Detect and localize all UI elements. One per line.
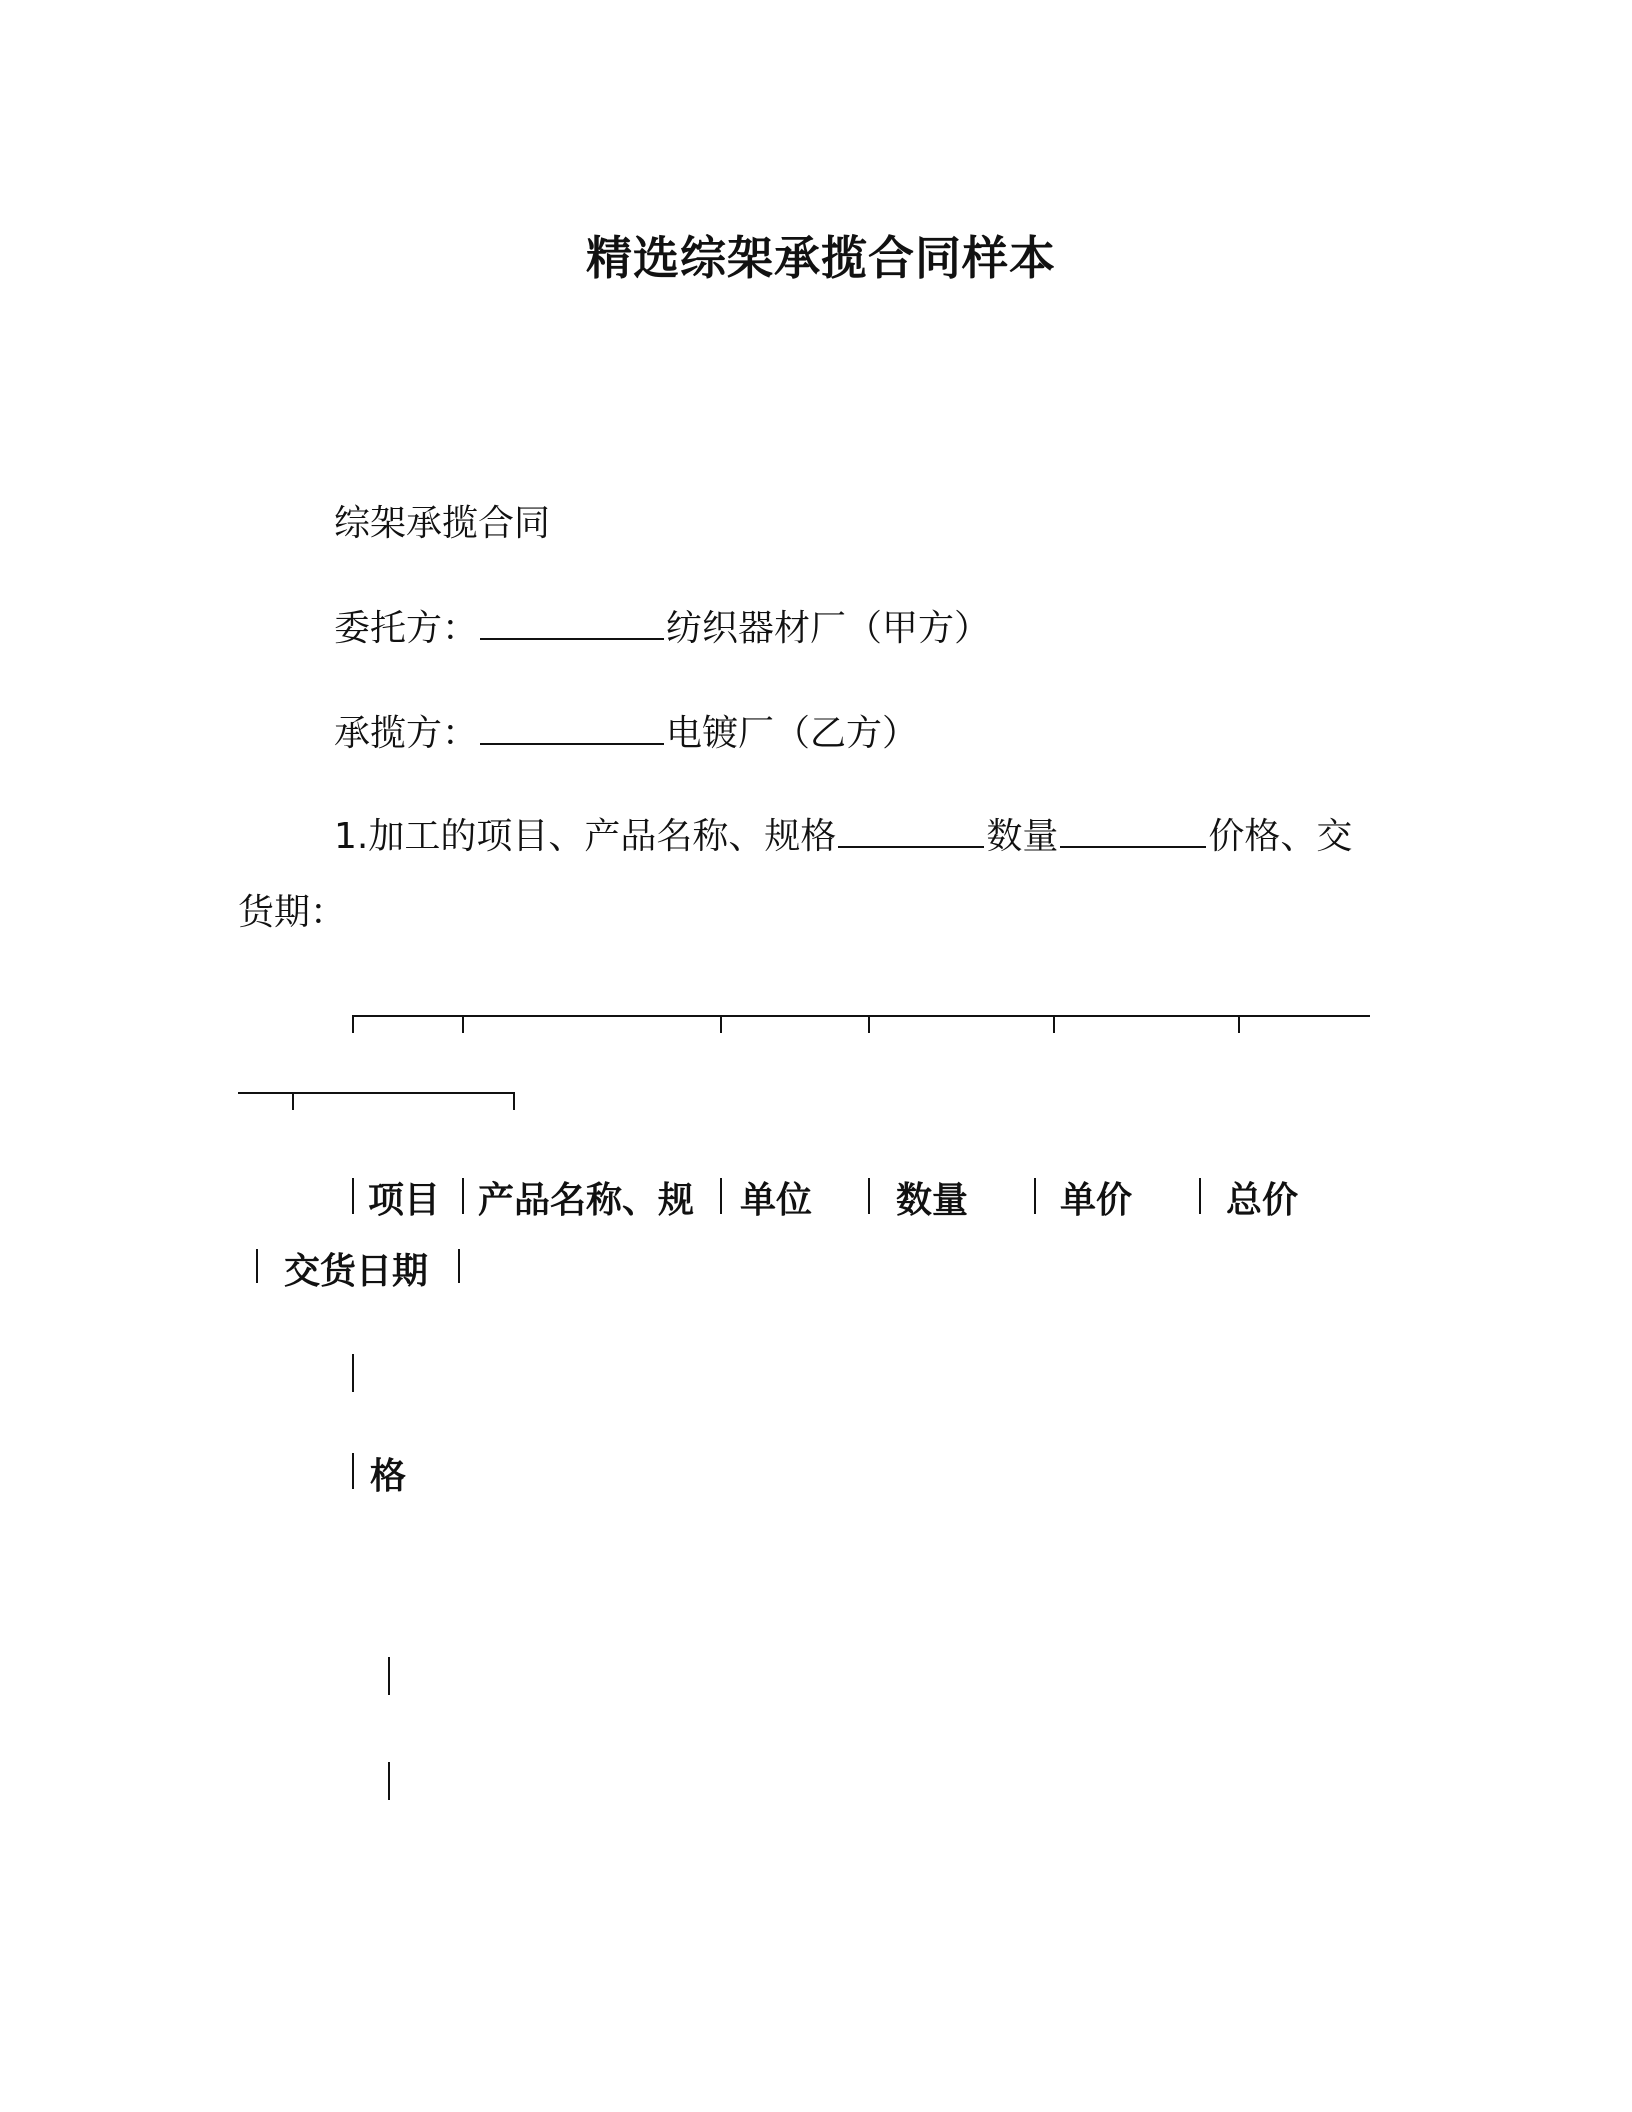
table-cell-divider bbox=[388, 1657, 390, 1695]
header-item: 项目 bbox=[368, 1180, 441, 1221]
client-line bbox=[334, 600, 990, 651]
table-cell-divider bbox=[868, 1178, 870, 1214]
table-cell-divider bbox=[458, 1249, 460, 1283]
clause-1-wrap: 货期： bbox=[238, 892, 347, 933]
table-top-tick bbox=[720, 1015, 722, 1033]
spec-blank[interactable] bbox=[838, 842, 984, 848]
table-cell-divider bbox=[352, 1453, 354, 1489]
table-cell-divider bbox=[388, 1762, 390, 1800]
header-spec-wrap: 格 bbox=[370, 1456, 407, 1497]
table-cell-divider bbox=[256, 1249, 258, 1283]
header-total-price: 总价 bbox=[1226, 1180, 1299, 1221]
clause-1-text-b: 数量 bbox=[986, 816, 1059, 857]
client-label: 委托方： bbox=[334, 608, 479, 649]
table-cell-divider bbox=[1199, 1178, 1201, 1214]
header-unit-price: 单价 bbox=[1060, 1180, 1133, 1221]
contractor-name: 电镀厂（乙方） bbox=[666, 713, 919, 754]
clause-1-line bbox=[334, 808, 1352, 859]
table-cell-divider bbox=[352, 1354, 354, 1392]
header-quantity: 数量 bbox=[896, 1180, 969, 1221]
table-cell-divider bbox=[462, 1178, 464, 1214]
header-unit: 单位 bbox=[740, 1180, 813, 1221]
table-cell-divider bbox=[1034, 1178, 1036, 1214]
document-title: 精选综架承揽合同样本 bbox=[586, 231, 1056, 285]
quantity-blank[interactable] bbox=[1060, 842, 1206, 848]
table-top-tick bbox=[1053, 1015, 1055, 1033]
table-cell-divider bbox=[352, 1178, 354, 1214]
client-blank[interactable] bbox=[480, 634, 664, 640]
table-top-tick bbox=[462, 1015, 464, 1033]
table-cell-divider bbox=[720, 1178, 722, 1214]
clause-1-text-a: 1.加工的项目、产品名称、规格 bbox=[334, 816, 837, 857]
header-delivery-date: 交货日期 bbox=[284, 1251, 429, 1292]
clause-1-text-c: 价格、交 bbox=[1208, 816, 1353, 857]
table-top-tick bbox=[1238, 1015, 1240, 1033]
table-top-tick bbox=[292, 1092, 294, 1110]
header-product-spec: 产品名称、规 bbox=[478, 1180, 695, 1221]
contractor-blank[interactable] bbox=[480, 739, 664, 745]
table-top-border bbox=[352, 1015, 1370, 1017]
table-top-tick bbox=[513, 1092, 515, 1110]
contractor-line bbox=[334, 705, 918, 756]
client-name: 纺织器材厂（甲方） bbox=[666, 608, 991, 649]
table-top-tick bbox=[868, 1015, 870, 1033]
table-top-tick bbox=[352, 1015, 354, 1033]
contract-subtitle: 综架承揽合同 bbox=[334, 503, 551, 544]
contractor-label: 承揽方： bbox=[334, 713, 479, 754]
table-top-border-wrap bbox=[238, 1092, 515, 1094]
